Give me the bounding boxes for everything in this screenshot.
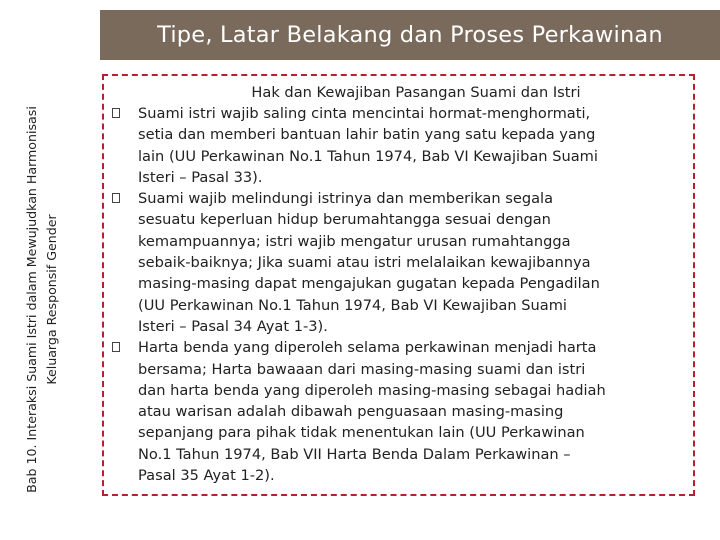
bullet-line: Pasal 35 Ayat 1-2). [138, 467, 275, 485]
page-title: Tipe, Latar Belakang dan Proses Perkawinan [157, 22, 663, 48]
title-bar [100, 10, 720, 60]
bullet-line: sesuatu keperluan hidup berumahtangga sesuai dengan [138, 211, 551, 229]
chapter-side-label [22, 62, 62, 537]
square-bullet-icon [112, 108, 120, 118]
list-item [135, 337, 695, 486]
bullet-line: kemampuannya; istri wajib mengatur urusan rumahtangga [138, 232, 571, 250]
chapter-label-line-2: Keluarga Responsif Gender [44, 214, 59, 385]
square-bullet-icon [112, 193, 120, 203]
bullet-line: lain (UU Perkawinan No.1 Tahun 1974, Bab VI Kewajiban Suami [138, 147, 598, 165]
bullet-line: atau warisan adalah dibawah penguasaan masing-masing [138, 403, 564, 421]
bullet-line: Isteri – Pasal 33). [138, 168, 263, 186]
bullet-line: Harta benda yang diperoleh selama perkawinan menjadi harta [138, 339, 597, 357]
square-bullet-icon [112, 342, 120, 352]
bullet-line: sepanjang para pihak tidak menentukan lain (UU Perkawinan [138, 424, 585, 442]
bullet-line: bersama; Harta bawaaan dari masing-masing suami dan istri [138, 360, 586, 378]
bullet-list [135, 103, 695, 486]
list-item [135, 188, 695, 337]
chapter-label-line-1: Bab 10. Interaksi Suami Istri dalam Mewujudkan Harmonisasi [24, 106, 39, 493]
bullet-line: (UU Perkawinan No.1 Tahun 1974, Bab VI Kewajiban Suami [138, 296, 567, 314]
bullet-line: Suami wajib melindungi istrinya dan memberikan segala [138, 190, 554, 208]
bullet-line: dan harta benda yang diperoleh masing-masing sebagai hadiah [138, 381, 606, 399]
bullet-line: setia dan memberi bantuan lahir batin yang satu kepada yang [138, 126, 596, 144]
bullet-line: masing-masing dapat mengajukan gugatan kepada Pengadilan [138, 275, 600, 293]
bullet-line: Suami istri wajib saling cinta mencintai hormat-menghormati, [138, 105, 591, 122]
section-heading: Hak dan Kewajiban Pasangan Suami dan Istri [251, 84, 581, 101]
bullet-line: sebaik-baiknya; Jika suami atau istri melalaikan kewajibannya [138, 254, 591, 272]
bullet-line: No.1 Tahun 1974, Bab VII Harta Benda Dalam Perkawinan – [138, 445, 571, 463]
bullet-line: Isteri – Pasal 34 Ayat 1-3). [138, 317, 328, 335]
list-item [135, 103, 695, 188]
